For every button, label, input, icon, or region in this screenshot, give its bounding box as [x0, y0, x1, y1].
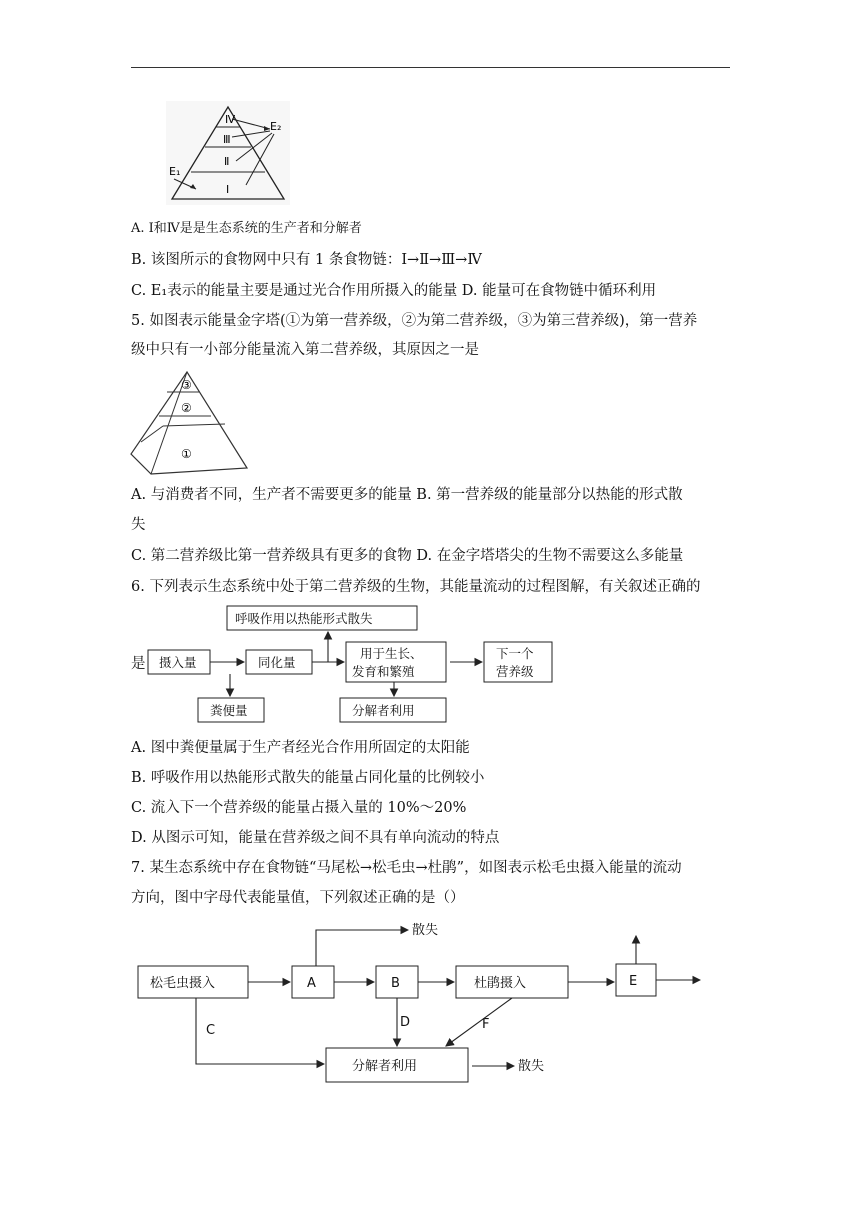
level-1-label: Ⅰ [226, 183, 230, 196]
level-2-label: ② [181, 401, 192, 415]
growth-label-2: 发育和繁殖 [352, 664, 415, 679]
intake-label: 摄入量 [159, 655, 197, 670]
next-level-label-1: 下一个 [496, 646, 534, 661]
level-4-label: Ⅳ [225, 113, 236, 126]
q5-pyramid-figure [129, 368, 251, 478]
feces-label: 粪便量 [210, 703, 248, 718]
q6-stem-line1: 6. 下列表示生态系统中处于第二营养级的生物，其能量流动的过程图解，有关叙述正确的 [131, 579, 701, 595]
q7-energy-flow-diagram [130, 916, 710, 1092]
b-label: B [391, 976, 400, 991]
loss-bottom-label: 散失 [518, 1059, 545, 1074]
decomposer-label: 分解者利用 [352, 1059, 418, 1074]
level-3-label: Ⅲ [223, 133, 231, 146]
q5-stem-line2: 级中只有一小部分能量流入第二营养级，其原因之一是 [131, 342, 479, 358]
e2-label: E₂ [270, 120, 282, 133]
q6-option-d: D. 从图示可知，能量在营养级之间不具有单向流动的特点 [131, 830, 500, 846]
q4-option-a: A. Ⅰ和Ⅳ是是生态系统的生产者和分解者 [131, 221, 362, 236]
e-label: E [629, 974, 638, 989]
respiration-label: 呼吸作用以热能形式散失 [235, 611, 373, 626]
q6-option-a: A. 图中粪便量属于生产者经光合作用所固定的太阳能 [131, 740, 470, 756]
assimilation-label: 同化量 [258, 655, 296, 670]
q5-option-cd: C. 第二营养级比第一营养级具有更多的食物 D. 在金字塔塔尖的生物不需要这么多能量 [131, 548, 684, 564]
level-2-label: Ⅱ [224, 155, 230, 168]
e1-label: E₁ [169, 165, 181, 178]
d-label: D [400, 1015, 411, 1030]
q6-energy-flow-diagram [140, 602, 560, 726]
cuckoo-label: 杜鹃摄入 [474, 976, 527, 991]
q4-option-cd: C. E₁表示的能量主要是通过光合作用所摄入的能量 D. 能量可在食物链中循环利用 [131, 283, 657, 299]
q5-option-ab-line2: 失 [131, 517, 146, 533]
loss-top-label: 散失 [412, 923, 439, 938]
q4-pyramid-figure [166, 101, 290, 205]
q4-option-b: B. 该图所示的食物网中只有 1 条食物链：Ⅰ→Ⅱ→Ⅲ→Ⅳ [131, 252, 482, 268]
decomposer-label: 分解者利用 [352, 703, 415, 718]
q5-option-ab-line1: A. 与消费者不同，生产者不需要更多的能量 B. 第一营养级的能量部分以热能的形式散 [131, 487, 683, 503]
q7-stem-line2: 方向，图中字母代表能量值，下列叙述正确的是（） [131, 890, 465, 906]
a-label: A [307, 976, 316, 991]
q6-stem-line2: 是 [131, 656, 146, 672]
pine-caterpillar-label: 松毛虫摄入 [150, 976, 216, 991]
q5-stem-line1: 5. 如图表示能量金字塔(①为第一营养级，②为第二营养级，③为第三营养级)，第一营养 [131, 313, 698, 329]
q6-option-c: C. 流入下一个营养级的能量占摄入量的 10%～20% [131, 800, 467, 816]
level-1-label: ① [181, 447, 192, 461]
growth-label-1: 用于生长、 [360, 646, 423, 661]
f-label: F [482, 1017, 490, 1032]
q6-option-b: B. 呼吸作用以热能形式散失的能量占同化量的比例较小 [131, 770, 485, 786]
q7-stem-line1: 7. 某生态系统中存在食物链“马尾松→松毛虫→杜鹃”，如图表示松毛虫摄入能量的流动 [131, 860, 682, 876]
next-level-label-2: 营养级 [496, 664, 534, 679]
level-3-label: ③ [181, 378, 192, 392]
header-rule [131, 67, 730, 68]
c-label: C [206, 1023, 216, 1038]
